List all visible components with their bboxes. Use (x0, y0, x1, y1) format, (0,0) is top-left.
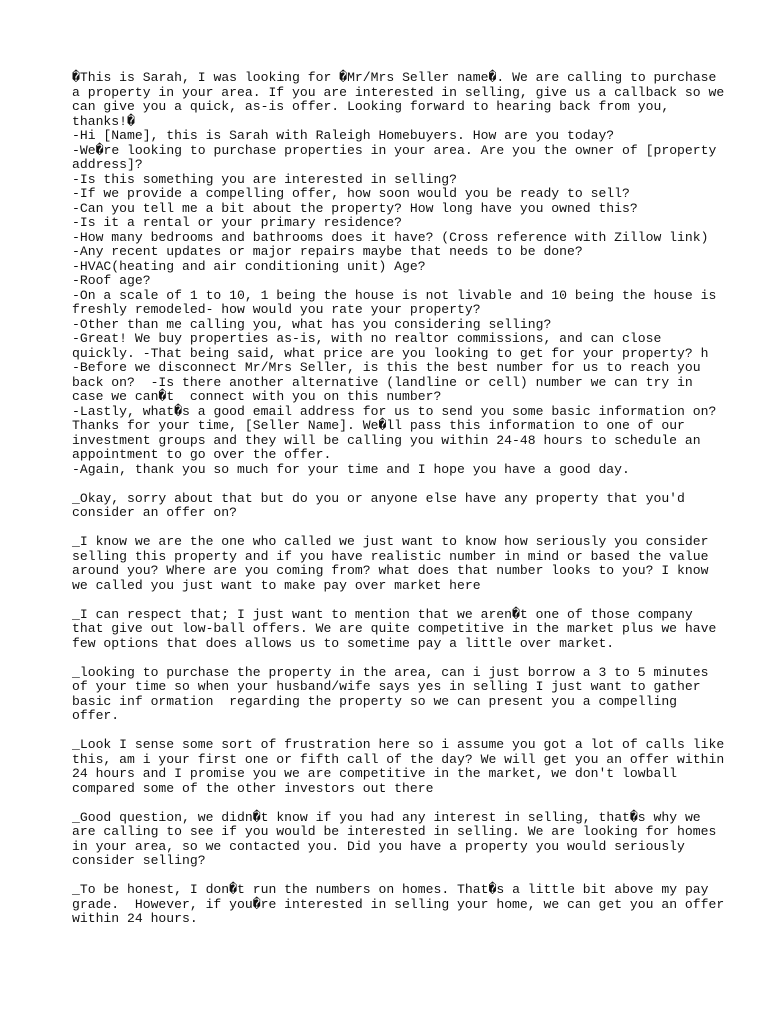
text-line: are calling to see if you would be interested in selling. We are looking for homes (72, 824, 717, 839)
text-line: -Any recent updates or major repairs maybe that needs to be done? (72, 244, 583, 259)
text-line: of your time so when your husband/wife says yes in selling I just want to gather (72, 679, 701, 694)
text-line: this, am i your first one or fifth call of the day? We will get you an offer within (72, 751, 725, 767)
text-line: -Is it a rental or your primary residence? (72, 215, 403, 230)
text-line: appointment to go over the offer. (72, 447, 332, 462)
document-page (72, 70, 725, 941)
text-line: -Other than me calling you, what has you considering selling? (72, 316, 552, 332)
text-line: consider selling? (72, 853, 206, 868)
text-line: that give out low-ball offers. We are quite competitive in the market plus we have (72, 621, 717, 636)
text-line: can give you a quick, as-is offer. Looking forward to hearing back from you, (72, 99, 670, 114)
text-line: _Look I sense some sort of frustration here so i assume you got a lot of calls like (72, 737, 725, 752)
text-line: �This is Sarah, I was looking for �Mr/Mrs Seller name�. We are calling to purchase (72, 70, 717, 85)
text-line: _Okay, sorry about that but do you or anyone else have any property that you'd (72, 490, 685, 506)
text-line: -Again, thank you so much for your time and I hope you have a good day. (72, 461, 630, 477)
text-line: -If we provide a compelling offer, how soon would you be ready to sell? (72, 186, 630, 201)
text-line: 24 hours and I promise you we are competitive in the market, we don't lowball (72, 766, 678, 781)
text-line: few options that does allows us to sometime pay a little over market. (72, 635, 615, 651)
text-line: -Great! We buy properties as-is, with no realtor commissions, and can close (72, 331, 662, 346)
text-line: _I can respect that; I just want to mention that we aren�t one of those company (72, 606, 693, 622)
text-line: we called you just want to make pay over market here (72, 577, 481, 593)
text-line: address]? (72, 157, 143, 172)
text-line: investment groups and they will be calling you within 24-48 hours to schedule an (72, 432, 701, 448)
script-paragraph (72, 535, 712, 593)
script-paragraph (72, 492, 712, 521)
text-line: -HVAC(heating and air conditioning unit) Age? (72, 258, 426, 274)
text-line: a property in your area. If you are interested in selling, give us a callback so we (72, 84, 725, 100)
text-line: Thanks for your time, [Seller Name]. We�ll pass this information to one of our (72, 418, 685, 433)
text-line: back on? -Is there another alternative (landline or cell) number we can try in (72, 374, 693, 390)
text-line: offer. (72, 708, 120, 723)
text-line: -Before we disconnect Mr/Mrs Seller, is this the best number for us to reach you (72, 360, 701, 375)
text-line: case we can�t connect with you on this number? (72, 389, 442, 404)
text-line: quickly. -That being said, what price are you looking to get for your property? h (72, 345, 709, 361)
script-paragraph (72, 606, 717, 652)
text-line: selling this property and if you have realistic number in mind or based the value (72, 548, 709, 564)
text-line: -Hi [Name], this is Sarah with Raleigh Homebuyers. How are you today? (72, 128, 615, 143)
text-line: around you? Where are you coming from? what does that number looks to you? I know (72, 563, 709, 578)
text-line: consider an offer on? (72, 505, 238, 520)
script-paragraph (72, 737, 725, 796)
text-line: basic inf ormation regarding the property so we can present you a compelling (72, 693, 678, 709)
text-line: compared some of the other investors out there (72, 780, 434, 796)
text-line: within 24 hours. (72, 911, 198, 926)
text-line: in your area, so we contacted you. Did you have a property you would seriously (72, 838, 685, 854)
text-line: -On a scale of 1 to 10, 1 being the house is not livable and 10 being the house is (72, 287, 717, 303)
text-line: -Lastly, what�s a good email address for us to send you some basic information on? (72, 403, 717, 419)
script-paragraph (72, 882, 725, 927)
text-line: freshly remodeled- how would you rate your property? (72, 302, 481, 317)
text-line: thanks!� (72, 113, 135, 129)
text-line: -We�re looking to purchase properties in your area. Are you the owner of [property (72, 142, 717, 158)
text-line: _Good question, we didn�t know if you had any interest in selling, that�s why we (72, 809, 701, 825)
text-line: -Roof age? (72, 273, 151, 288)
text-line: grade. However, if you�re interested in selling your home, we can get you an offer (72, 896, 725, 912)
script-paragraph (72, 809, 717, 869)
script-paragraph (72, 666, 712, 724)
text-line: -Is this something you are interested in selling? (72, 171, 458, 187)
text-line: _I know we are the one who called we just want to know how seriously you consider (72, 534, 709, 549)
script-paragraph (72, 70, 725, 477)
text-line: -Can you tell me a bit about the property? How long have you owned this? (72, 200, 638, 216)
text-line: -How many bedrooms and bathrooms does it have? (Cross reference with Zillow link) (72, 229, 709, 245)
text-line: _looking to purchase the property in the area, can i just borrow a 3 to 5 minutes (72, 664, 709, 680)
text-line: _To be honest, I don�t run the numbers on homes. That�s a little bit above my pay (72, 882, 709, 897)
